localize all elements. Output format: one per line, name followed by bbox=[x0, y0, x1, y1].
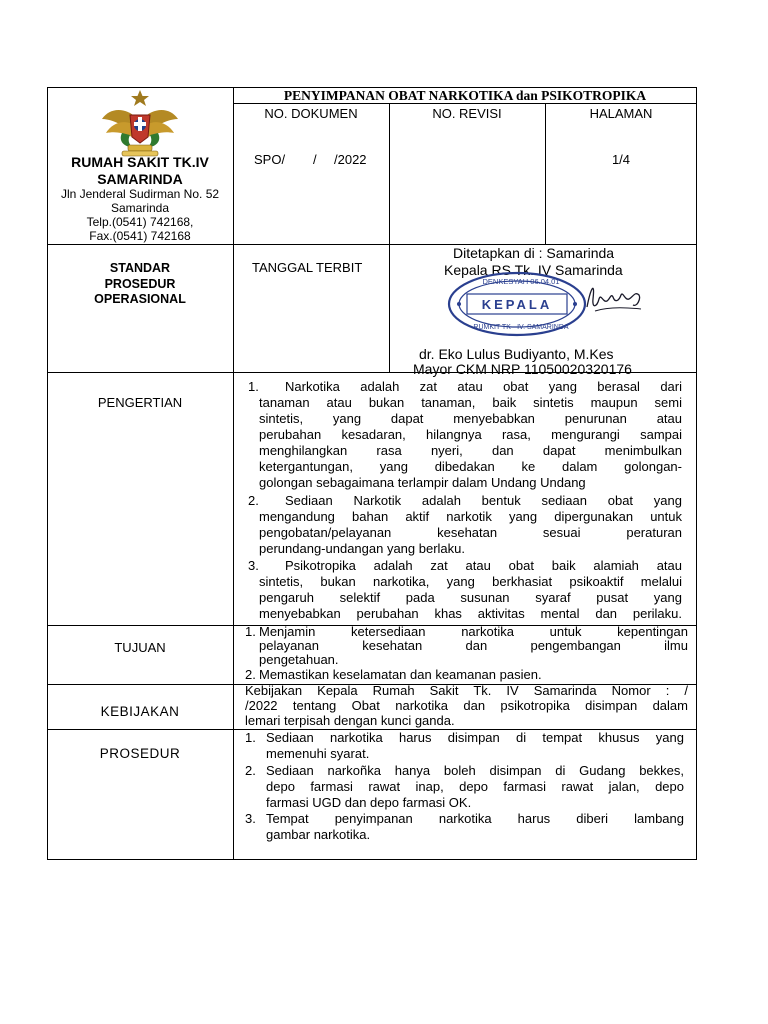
hospital-city-name: SAMARINDA bbox=[97, 171, 183, 187]
divider-column-2 bbox=[389, 103, 390, 372]
pengertian-item-2-line-4: perundang-undangan yang berlaku. bbox=[259, 541, 466, 556]
hospital-city: Samarinda bbox=[110, 201, 170, 215]
tujuan-item-1-line-3: pengetahuan. bbox=[259, 652, 339, 667]
tanggal-terbit-label: TANGGAL TERBIT bbox=[252, 260, 363, 275]
kebijakan-label: KEBIJAKAN bbox=[100, 704, 180, 719]
prosedur-item-1-line-1: Sediaan narkotika harus disimpan di tempat khusus yang bbox=[266, 730, 684, 745]
pengertian-item-1-line-6: ketergantungan, yang dibedakan ke dalam golongan- bbox=[259, 459, 682, 474]
kebijakan-line-2: /2022 tentang Obat narkotika dan psikotropika disimpan dalam bbox=[245, 698, 688, 713]
tujuan-label: TUJUAN bbox=[114, 640, 166, 655]
divider-label-column bbox=[233, 87, 234, 860]
pengertian-number-3: 3. bbox=[248, 558, 259, 573]
tujuan-item-2: Memastikan keselamatan dan keamanan pasien. bbox=[259, 667, 542, 682]
prosedur-item-3-line-2: gambar narkotika. bbox=[266, 827, 371, 842]
kebijakan-line-1: Kebijakan Kepala Rumah Sakit Tk. IV Samarinda Nomor : / bbox=[245, 683, 688, 698]
pengertian-number-2: 2. bbox=[248, 493, 259, 508]
border-bottom bbox=[47, 859, 697, 860]
official-stamp-icon bbox=[447, 271, 587, 337]
stamp-center-text: KEPALA bbox=[481, 297, 553, 312]
pengertian-item-3-line-1: Psikotropika adalah zat atau obat baik alamiah atau bbox=[285, 558, 682, 573]
pengertian-item-1-line-4: perubahan kesadaran, hilangnya rasa, mengurangi sampai bbox=[259, 427, 682, 442]
pengertian-item-3-line-2: sintetis, bukan narkotika, yang berkhasiat psikoaktif melalui bbox=[259, 574, 682, 589]
halaman-value: 1/4 bbox=[611, 152, 631, 167]
hospital-name: RUMAH SAKIT TK.IV bbox=[71, 154, 209, 170]
pengertian-item-3-line-4: menyebabkan perubahan khas aktivitas mental dan perilaku. bbox=[259, 606, 682, 621]
prosedur-number-1: 1. bbox=[245, 730, 256, 745]
pengertian-number-1: 1. bbox=[248, 379, 259, 394]
spo-year: /2022 bbox=[334, 152, 367, 167]
divider-column-3 bbox=[545, 103, 546, 244]
tujuan-item-1-line-1: Menjamin ketersediaan narkotika untuk kepentingan bbox=[259, 624, 688, 639]
pengertian-item-3-line-3: pengaruh selektif pada susunan syaraf pusat yang bbox=[259, 590, 682, 605]
hospital-telp: Telp.(0541) 742168, bbox=[86, 215, 194, 229]
prosedur-label: PROSEDUR bbox=[99, 746, 181, 761]
sop-label-prosedur: PROSEDUR bbox=[104, 277, 176, 291]
kebijakan-line-3: lemari terpisah dengan kunci ganda. bbox=[245, 713, 455, 728]
kepala-title: Kepala RS Tk. IV Samarinda bbox=[444, 262, 623, 278]
stamp-top-text: DENKESYAH 06.04.01 bbox=[482, 277, 560, 286]
sop-document bbox=[47, 87, 697, 860]
label-no-revisi: NO. REVISI bbox=[432, 106, 502, 121]
prosedur-item-2-line-3: farmasi UGD dan depo farmasi OK. bbox=[266, 795, 472, 810]
prosedur-number-2: 2. bbox=[245, 763, 256, 778]
sop-label-standar: STANDAR bbox=[109, 261, 171, 275]
hospital-emblem-icon bbox=[98, 89, 182, 159]
hospital-fax: Fax.(0541) 742168 bbox=[89, 229, 191, 243]
tujuan-number-1: 1. bbox=[245, 624, 256, 639]
spo-prefix: SPO/ bbox=[254, 152, 286, 167]
pengertian-label: PENGERTIAN bbox=[97, 395, 183, 410]
label-halaman: HALAMAN bbox=[589, 106, 653, 121]
label-no-dokumen: NO. DOKUMEN bbox=[264, 106, 358, 121]
prosedur-number-3: 3. bbox=[245, 811, 256, 826]
spo-separator: / bbox=[313, 152, 317, 167]
tujuan-number-2: 2. bbox=[245, 667, 256, 682]
document-title: PENYIMPANAN OBAT NARKOTIKA dan PSIKOTROPIKA bbox=[283, 88, 647, 103]
signature-icon bbox=[583, 277, 647, 317]
signer-rank: Mayor CKM NRP 11050020320176 bbox=[413, 361, 632, 377]
prosedur-item-2-line-1: Sediaan narkoñka hanya boleh disimpan di Gudang bekkes, bbox=[266, 763, 684, 778]
tujuan-item-1-line-2: pelayanan kesehatan dan pengembangan ilmu bbox=[259, 638, 688, 653]
signer-name: dr. Eko Lulus Budiyanto, M.Kes bbox=[419, 346, 614, 362]
sop-label-operasional: OPERASIONAL bbox=[94, 292, 186, 306]
pengertian-item-2-line-3: pengobatan/pelayanan kesehatan sesuai peraturan bbox=[259, 525, 682, 540]
pengertian-item-2-line-1: Sediaan Narkotik adalah bentuk sediaan obat yang bbox=[285, 493, 682, 508]
pengertian-item-1-line-1: Narkotika adalah zat atau obat yang berasal dari bbox=[285, 379, 682, 394]
border-right bbox=[696, 87, 697, 860]
hospital-address: Jln Jenderal Sudirman No. 52 bbox=[60, 187, 220, 201]
pengertian-item-1-line-7: golongan sebagaimana terlampir dalam Undang Undang bbox=[259, 475, 586, 490]
pengertian-item-2-line-2: mengandung bahan aktif narkotik yang dipergunakan untuk bbox=[259, 509, 682, 524]
prosedur-item-1-line-2: memenuhi syarat. bbox=[266, 746, 370, 761]
pengertian-item-1-line-5: menghilangkan rasa nyeri, dan dapat menimbulkan bbox=[259, 443, 682, 458]
ditetapkan-text: Ditetapkan di : Samarinda bbox=[453, 245, 615, 261]
pengertian-item-1-line-2: tanaman atau bukan tanaman, baik sintetis maupun semi bbox=[259, 395, 682, 410]
prosedur-item-3-line-1: Tempat penyimpanan narkotika harus diberi lambang bbox=[266, 811, 684, 826]
pengertian-item-1-line-3: sintetis, yang dapat menyebabkan penurunan atau bbox=[259, 411, 682, 426]
stamp-bottom-text: RUMKIT TK - IV. SAMARINDA bbox=[473, 324, 569, 331]
prosedur-item-2-line-2: depo farmasi rawat inap, depo farmasi rawat jalan, depo bbox=[266, 779, 684, 794]
